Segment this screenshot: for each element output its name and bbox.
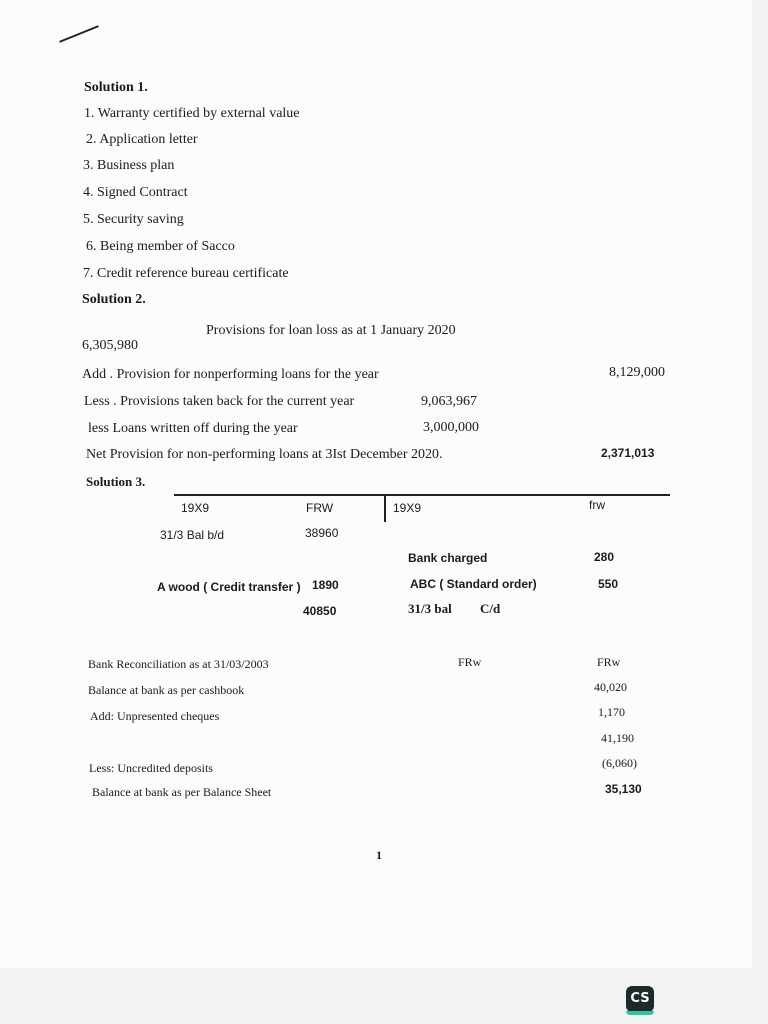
ledger-closing-label: 31/3 bal: [408, 601, 452, 616]
opening-provision-label: Provisions for loan loss as at 1 January 2020: [206, 323, 456, 338]
ledger-left-amount: 38960: [305, 526, 339, 540]
add-provision-label: Add . Provision for nonperforming loans for the year: [82, 367, 379, 382]
reconciliation-row-label: Add: Unpresented cheques: [90, 709, 220, 723]
reconciliation-subtotal: 41,190: [601, 731, 634, 745]
ledger-right-amount: 280: [594, 550, 615, 564]
list-item: 3. Business plan: [83, 158, 175, 173]
less-provision-amount: 9,063,967: [421, 394, 477, 409]
pen-mark: [59, 25, 99, 43]
ledger-right-label: ABC ( Standard order): [410, 577, 537, 591]
list-item: 1. Warranty certified by external value: [84, 106, 300, 121]
left-amount-header: FRW: [306, 501, 334, 515]
ledger-closing-cd: C/d: [480, 601, 501, 616]
right-date-header: 19X9: [393, 501, 422, 515]
list-item: 7. Credit reference bureau certificate: [83, 266, 289, 281]
net-provision-label: Net Provision for non-performing loans at 3Ist December 2020.: [86, 447, 443, 462]
right-amount-header: frw: [589, 498, 605, 512]
reconciliation-row-label: Balance at bank as per Balance Sheet: [92, 785, 272, 799]
solution3-heading: Solution 3.: [86, 474, 146, 489]
camscanner-logo: CS: [626, 986, 654, 1012]
opening-provision-amount: 6,305,980: [82, 338, 138, 353]
ledger-left-label: 31/3 Bal b/d: [160, 528, 225, 542]
list-item: 4. Signed Contract: [83, 185, 188, 200]
reconciliation-row-amount: (6,060): [602, 756, 637, 770]
reconciliation-row-amount: 35,130: [605, 782, 642, 796]
add-provision-amount: 8,129,000: [609, 365, 665, 380]
ledger-left-label: A wood ( Credit transfer ): [157, 580, 301, 594]
ledger-left-amount: 1890: [312, 578, 339, 592]
solution1-heading: Solution 1.: [84, 80, 148, 95]
page-number: 1: [376, 848, 382, 862]
ledger-divider: [384, 494, 386, 522]
list-item: 2. Application letter: [86, 132, 198, 147]
reconciliation-col2-header: FRw: [597, 655, 621, 669]
written-off-amount: 3,000,000: [423, 420, 479, 435]
written-off-label: less Loans written off during the year: [88, 421, 298, 436]
reconciliation-row-label: Balance at bank as per cashbook: [88, 683, 245, 697]
ledger-right-label: Bank charged: [408, 551, 488, 565]
solution2-heading: Solution 2.: [82, 292, 146, 307]
ledger-right-amount: 550: [598, 577, 619, 591]
ledger-top-rule: [174, 494, 670, 496]
less-provision-label: Less . Provisions taken back for the current year: [84, 394, 355, 409]
ledger-left-total: 40850: [303, 604, 337, 618]
reconciliation-row-label: Less: Uncredited deposits: [89, 761, 213, 775]
list-item: 6. Being member of Sacco: [86, 239, 235, 254]
left-date-header: 19X9: [181, 501, 210, 515]
list-item: 5. Security saving: [83, 212, 184, 227]
net-provision-amount: 2,371,013: [601, 446, 655, 460]
reconciliation-row-amount: 40,020: [594, 680, 627, 694]
reconciliation-col1-header: FRw: [458, 655, 482, 669]
reconciliation-title: Bank Reconciliation as at 31/03/2003: [88, 657, 269, 671]
reconciliation-row-amount: 1,170: [598, 705, 625, 719]
